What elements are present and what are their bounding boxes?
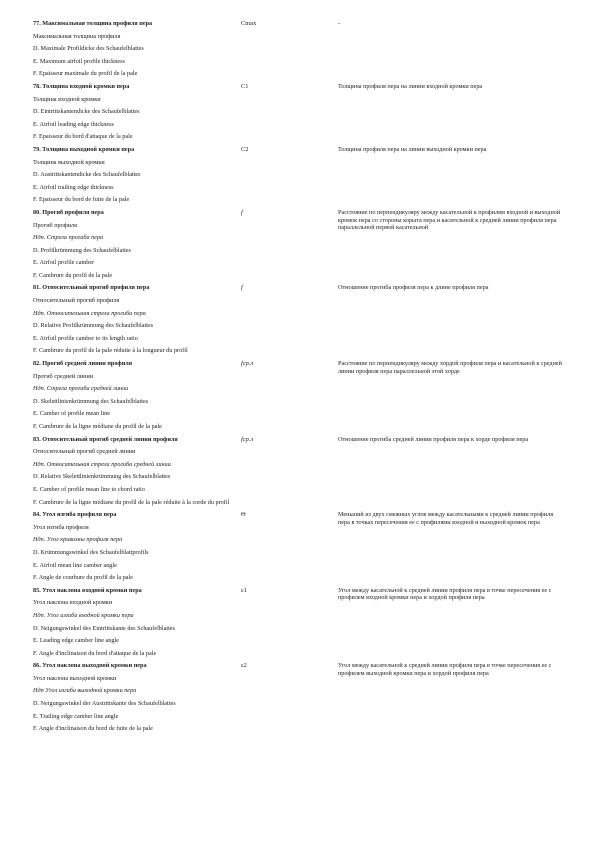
term-line: Ндп. Угол кривизны профиля пера	[33, 536, 123, 544]
term-line: D. Relative Profilkrümmung des Schaufelblattes	[33, 322, 154, 330]
term-line: D. Skelettlinienkrümmung des Schaufelblattes	[33, 397, 149, 405]
term-line: F. Cambrure de la ligne médiane du profil de la pale	[33, 423, 162, 430]
term-line: E. Maximum airfoil profile thickness	[33, 57, 125, 65]
term-line: F. Epaisseur du bord de fuite de la pale	[33, 196, 130, 204]
term-line: F. Cambrure du profil de la pale	[33, 271, 113, 279]
term-symbol: ε2	[241, 662, 247, 670]
term-names	[33, 207, 240, 283]
term-line: E. Leading edge camber line angle	[33, 637, 119, 645]
term-definition: Толщина профиля пера на линии входной кромки пера	[338, 82, 483, 90]
term-names	[33, 144, 240, 207]
term-line: F. Angle d'inclinaison du bord de fuite de la pale	[33, 725, 153, 733]
term-symbol: f	[241, 284, 243, 292]
term-line: F. Cambrure de la ligne médiane du profil de la pale réduite à la corde du profil	[33, 498, 230, 506]
term-names	[33, 660, 240, 736]
term-line: Ндп Угол изгиба выходной кромки пера	[33, 687, 137, 695]
term-definition: Угол между касательной к средней линии профиля пера в точке пересечения ее с профилем выходной кромки пера и хордой профиля пера	[338, 662, 552, 677]
term-title: 81. Относительный прогиб профиля пера	[33, 284, 150, 292]
term-names	[33, 509, 240, 585]
term-title: 84. Угол изгиба профиля пера	[33, 511, 117, 519]
term-names	[33, 81, 240, 144]
term-symbol: ε1	[241, 586, 247, 594]
term-entry	[33, 207, 563, 283]
term-entry	[33, 144, 563, 207]
term-definition: -	[338, 20, 341, 27]
term-line: Максимальная толщина профиля	[33, 32, 121, 40]
term-line: Относительный прогиб средней линии	[33, 448, 136, 456]
term-line: D. Eintrittskantendicke des Schaufelblattes	[33, 108, 140, 116]
term-line: Прогиб профиля	[33, 221, 77, 229]
term-title: 86. Угол наклона выходной кромки пера	[33, 662, 147, 670]
term-line: D. Neigungswinkel der Austrittskante des Schaufelblattes	[33, 700, 176, 708]
term-line: Угол наклона выходной кромки	[33, 674, 117, 682]
term-line: E. Camber of profile mean line to chord ratio	[33, 485, 145, 493]
term-entry	[33, 81, 563, 144]
term-line: Толщина выходной кромки	[33, 158, 105, 166]
term-definition: Расстояние по перпендикуляру между хордой профиля пера и касательной к средней линии профиля пера параллельной этой хорде	[338, 360, 562, 375]
term-line: Толщина входной кромки	[33, 95, 101, 103]
term-definition: Расстояние по перпендикуляру между касательной к профилям входной и выходной кромок пера со стороны корыта пера и касательной к средней линии профиля пера параллельной первой касательной	[338, 208, 561, 232]
term-line: D. Krümmungswinkel des Schaufelblattprofils	[33, 548, 149, 556]
term-symbol: C2	[241, 145, 249, 153]
term-title: 78. Толщина входной кромки пера	[33, 82, 130, 90]
term-symbol: fср.л	[241, 360, 254, 368]
term-line: E. Airfoil leading edge thickness	[33, 120, 114, 128]
term-entry	[33, 282, 563, 358]
term-title: 80. Прогиб профиля пера	[33, 208, 104, 216]
term-line: Относительный прогиб профиля	[33, 297, 120, 305]
term-symbol: Cmax	[241, 20, 257, 27]
term-names	[33, 18, 240, 81]
term-line: Ндп. Относительная стрела прогиба средней линии	[33, 460, 171, 468]
term-title: 85. Угол наклона входной кромки пера	[33, 586, 142, 594]
term-entry	[33, 358, 563, 434]
term-definition: Меньший из двух смежных углов между касательными к средней линии профиля пера в точках пересечения ее с профилями входной и выходной кромок пера	[338, 511, 554, 526]
term-line: Ндп. Относительная стрела прогиба пера	[33, 309, 146, 317]
term-line: F. Epaisseur du bord d'attaque de la pale	[33, 133, 133, 141]
term-symbol: fср.л	[241, 435, 254, 443]
term-line: D. Relative Skelettlinienkrümmung des Schaufelblattes	[33, 473, 171, 481]
term-line: Ндп. Угол изгиба входной кромки пера	[33, 611, 134, 619]
term-title: 82. Прогиб средней линии профиля	[33, 360, 133, 368]
term-line: E. Airfoil profile camber	[33, 259, 95, 267]
term-names	[33, 282, 240, 358]
term-line: Прогиб средней линии	[33, 372, 94, 380]
term-names	[33, 358, 240, 434]
term-line: F. Angle de courbure du profil de la pale	[33, 574, 134, 582]
term-definition: Толщина профиля пера на линии выходной кромки пера	[338, 145, 487, 153]
term-entry	[33, 434, 563, 510]
term-entry	[33, 18, 563, 81]
term-symbol: Θ	[241, 511, 246, 519]
term-line: Угол изгиба профиля	[33, 523, 89, 531]
term-title: 83. Относительный прогиб средней линии профиля	[33, 435, 178, 443]
term-line: E. Airfoil profile camber to its length ratio	[33, 334, 138, 342]
term-title: 77. Максимальная толщина профиля пера	[33, 20, 153, 27]
term-line: E. Airfoil mean line camber angle	[33, 561, 117, 569]
term-definition: Отношение прогиба средней линии профиля пера к хорде профиля пера	[338, 435, 529, 443]
term-line: D. Maximale Profildicke des Schaufelblattes	[33, 45, 144, 53]
term-line: D. Profilkrümmung des Schaufelblattes	[33, 246, 131, 254]
term-line: Ндп. Стрела прогиба пера	[33, 234, 104, 242]
term-line: E. Trailing edge camber line angle	[33, 712, 119, 720]
term-line: D. Neigungswinkel des Eintrittskante des Schaufelblattes	[33, 624, 175, 632]
term-symbol: f	[241, 208, 243, 216]
document-page	[33, 18, 563, 736]
term-line: E. Camber of profile mean line	[33, 410, 110, 418]
term-names	[33, 585, 240, 661]
term-definition: Отношение прогиба профиля пера к длине профиля пера	[338, 284, 489, 292]
term-names	[33, 434, 240, 510]
term-line: F. Cambrure du profil de la pale réduite à la longueur du profil	[33, 347, 188, 355]
term-line: F. Epaisseur maximale du profil de la pale	[33, 70, 138, 78]
term-line: D. Austrittskantendicke des Schaufelblattes	[33, 171, 141, 179]
term-symbol: C1	[241, 82, 249, 90]
term-line: Ндп. Стрела прогиба средней линии	[33, 385, 129, 393]
term-line: E. Airfoil trailing edge thickness	[33, 183, 114, 191]
term-line: F. Angle d'inclinaison du bord d'attaque de la pale	[33, 649, 157, 657]
term-line: Угол наклона входной кромки	[33, 599, 113, 607]
term-entry	[33, 585, 563, 661]
term-definition: Угол между касательной к средней линии профиля пера в точке пересечения ее с профилем входной кромки пера и хордой профиля пера	[338, 586, 552, 602]
term-entry	[33, 660, 563, 736]
term-entry	[33, 509, 563, 585]
term-title: 79. Толщина выходной кромки пера	[33, 145, 135, 153]
